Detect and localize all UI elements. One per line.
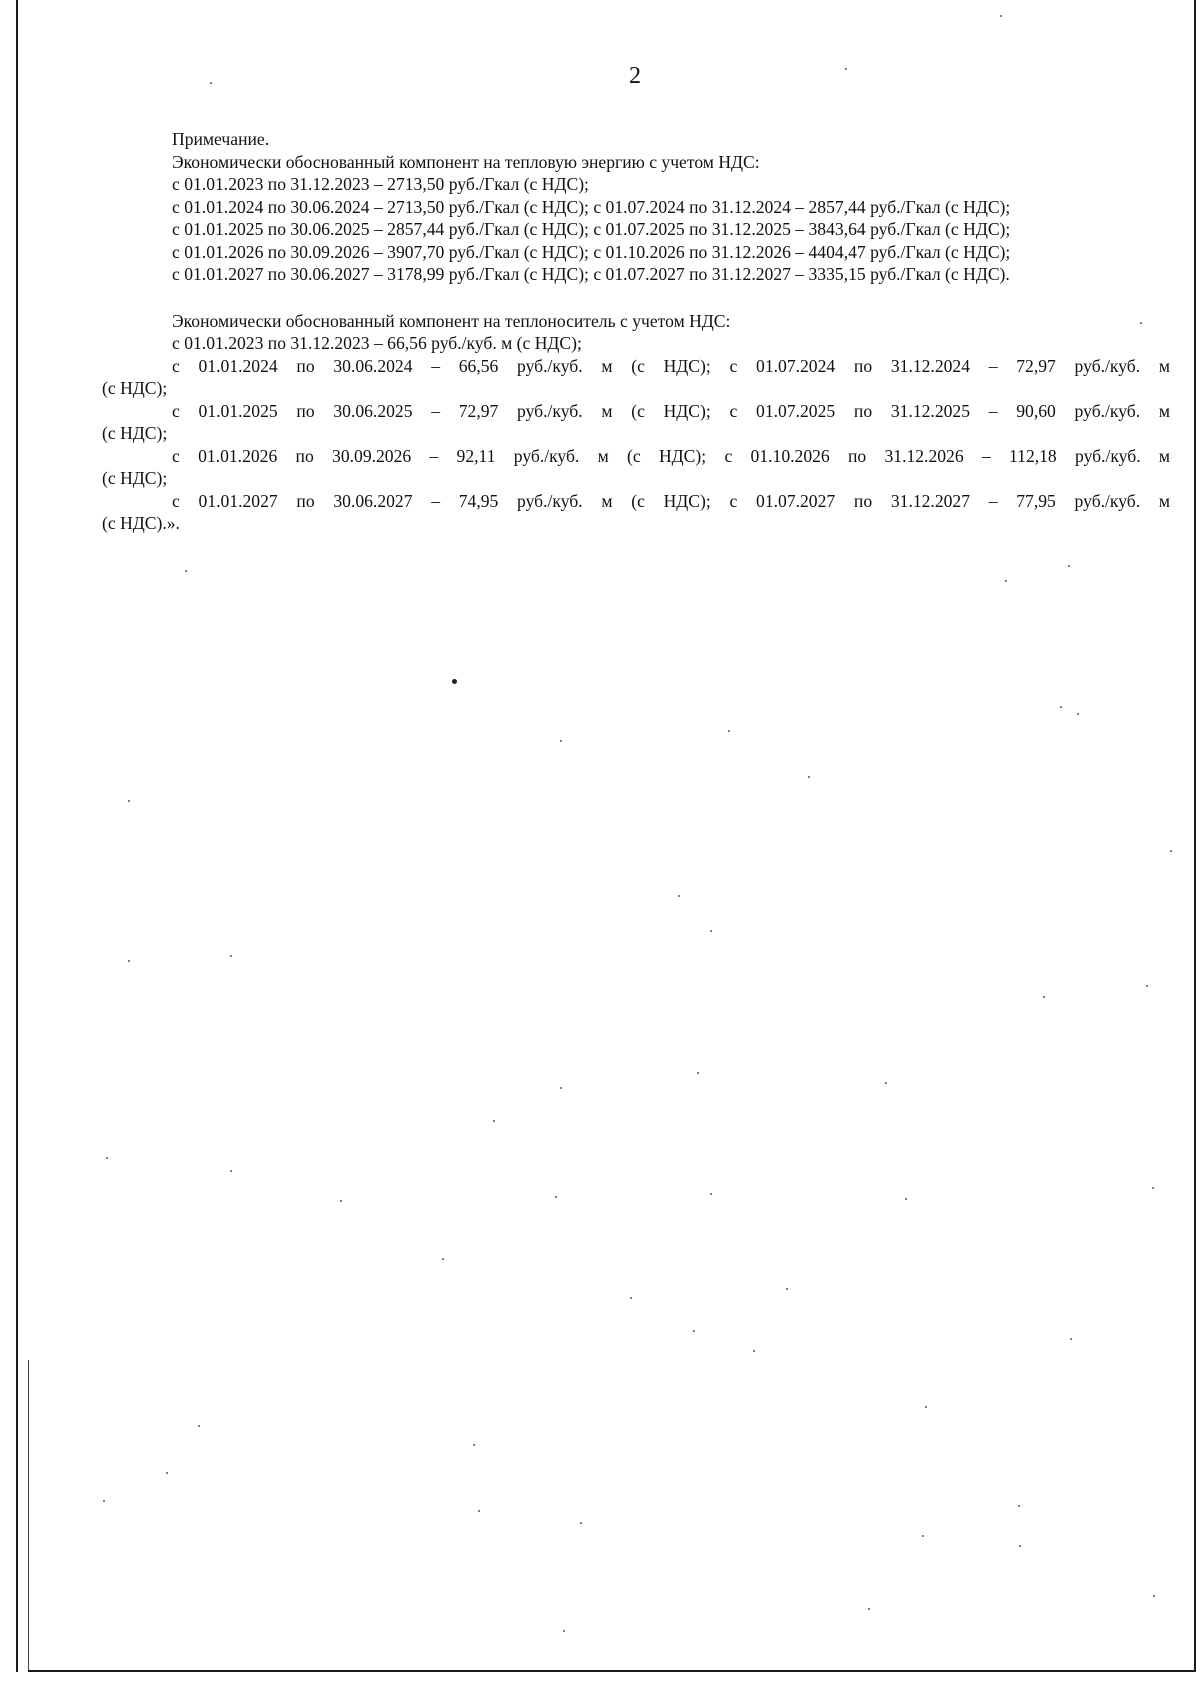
coolant-line-continuation: (с НДС).».: [102, 513, 180, 533]
scan-speck: [560, 740, 562, 742]
coolant-line: с 01.01.2025 по 30.06.2025 – 72,97 руб./куб. м (с НДС); с 01.07.2025 по 31.12.2025 – 90,60 руб./куб. м: [172, 400, 1170, 421]
coolant-line: с 01.01.2023 по 31.12.2023 – 66,56 руб./куб. м (с НДС);: [172, 333, 582, 353]
scan-speck: [128, 960, 130, 962]
page-number: 2: [629, 63, 641, 89]
scan-speck: [166, 1472, 168, 1474]
scan-speck: [555, 1196, 557, 1198]
coolant-line-continuation: (с НДС);: [102, 423, 168, 443]
scan-speck: [1070, 1338, 1072, 1340]
scan-speck: [580, 1522, 582, 1524]
scan-speck: [1140, 322, 1142, 324]
note-heading: Примечание.: [172, 129, 270, 149]
scan-speck: [478, 1510, 480, 1512]
scan-border-left: [16, 0, 18, 1672]
scan-speck: [340, 1200, 342, 1202]
scan-speck: [693, 1330, 695, 1332]
scan-speck: [845, 68, 847, 70]
scan-speck: [1000, 15, 1002, 17]
heat-energy-line: с 01.01.2023 по 31.12.2023 – 2713,50 руб./Гкал (с НДС);: [172, 174, 589, 194]
scan-speck: [210, 82, 212, 84]
coolant-line-continuation: (с НДС);: [102, 378, 168, 398]
scan-speck: [1019, 1545, 1021, 1547]
scan-speck: [1043, 996, 1045, 998]
scan-speck: [106, 1157, 108, 1159]
scan-speck: [728, 730, 730, 732]
heat-energy-heading: Экономически обоснованный компонент на тепловую энергию с учетом НДС:: [172, 151, 760, 172]
scan-speck: [1077, 713, 1079, 715]
scan-speck: [560, 1087, 562, 1089]
scan-speck: [563, 1630, 565, 1632]
scan-speck: [808, 776, 810, 778]
scan-speck: [452, 679, 457, 684]
scan-speck: [442, 1258, 444, 1260]
scan-speck: [697, 1072, 699, 1074]
scan-speck: [473, 1444, 475, 1446]
coolant-line: с 01.01.2027 по 30.06.2027 – 74,95 руб./куб. м (с НДС); с 01.07.2027 по 31.12.2027 – 77,95 руб./куб. м: [172, 490, 1170, 511]
scan-speck: [1005, 580, 1007, 582]
scan-border-bottom: [28, 1670, 1196, 1672]
scan-speck: [1170, 850, 1172, 852]
scan-speck: [678, 895, 680, 897]
heat-energy-line: с 01.01.2026 по 30.09.2026 – 3907,70 руб./Гкал (с НДС); с 01.10.2026 по 31.12.2026 – 4404,47 руб./Гкал (с НДС);: [172, 241, 1011, 262]
scan-speck: [1060, 706, 1062, 708]
scan-speck: [1152, 1187, 1154, 1189]
coolant-line: с 01.01.2026 по 30.09.2026 – 92,11 руб./куб. м (с НДС); с 01.10.2026 по 31.12.2026 – 112,18 руб./куб. м: [172, 445, 1170, 466]
heat-energy-line: с 01.01.2024 по 30.06.2024 – 2713,50 руб./Гкал (с НДС); с 01.07.2024 по 31.12.2024 – 2857,44 руб./Гкал (с НДС);: [172, 196, 1011, 217]
scan-speck: [103, 1500, 105, 1502]
heat-energy-line: с 01.01.2027 по 30.06.2027 – 3178,99 руб./Гкал (с НДС); с 01.07.2027 по 31.12.2027 – 3335,15 руб./Гкал (с НДС).: [172, 264, 1010, 284]
paragraph-gap: [102, 286, 1170, 310]
coolant-line-continuation: (с НДС);: [102, 468, 168, 488]
scan-speck: [710, 1193, 712, 1195]
scan-speck: [230, 955, 232, 957]
document-body: [102, 128, 1170, 535]
scan-border-left-inner: [28, 1360, 29, 1670]
scan-speck: [885, 1082, 887, 1084]
scan-speck: [710, 930, 712, 932]
scan-speck: [922, 1535, 924, 1537]
scan-speck: [905, 1198, 907, 1200]
scan-speck: [198, 1425, 200, 1427]
scan-speck: [1146, 985, 1148, 987]
scan-speck: [128, 800, 130, 802]
scan-speck: [630, 1297, 632, 1299]
scan-speck: [868, 1608, 870, 1610]
scan-speck: [185, 570, 187, 572]
scan-speck: [1018, 1505, 1020, 1507]
coolant-line: с 01.01.2024 по 30.06.2024 – 66,56 руб./куб. м (с НДС); с 01.07.2024 по 31.12.2024 – 72,97 руб./куб. м: [172, 355, 1170, 376]
scan-speck: [786, 1288, 788, 1290]
scan-border-right: [1194, 0, 1196, 1672]
scan-speck: [493, 1120, 495, 1122]
scan-speck: [753, 1350, 755, 1352]
scan-speck: [1153, 1595, 1155, 1597]
scan-speck: [925, 1406, 927, 1408]
scan-speck: [230, 1170, 232, 1172]
scan-speck: [1068, 565, 1070, 567]
coolant-heading: Экономически обоснованный компонент на теплоноситель с учетом НДС:: [172, 310, 731, 331]
heat-energy-line: с 01.01.2025 по 30.06.2025 – 2857,44 руб./Гкал (с НДС); с 01.07.2025 по 31.12.2025 – 3843,64 руб./Гкал (с НДС);: [172, 219, 1011, 239]
